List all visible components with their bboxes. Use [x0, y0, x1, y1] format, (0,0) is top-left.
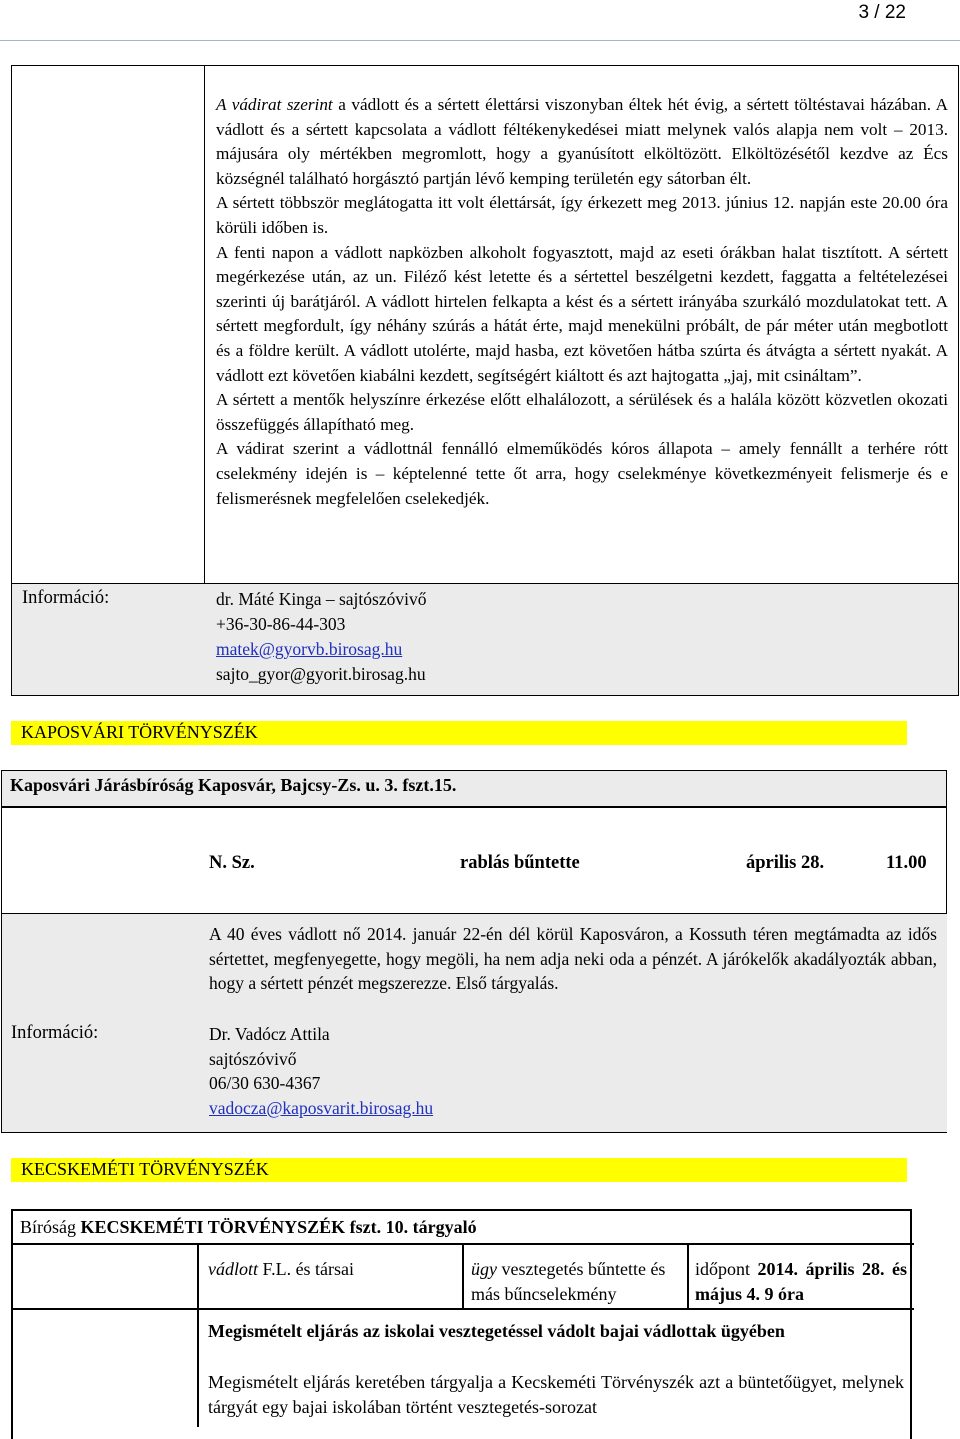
kaposvar-contact-name: Dr. Vadócz Attila [209, 1024, 330, 1044]
kaposvar-date: április 28. [746, 853, 825, 873]
page-number: 3 / 22 [858, 2, 906, 23]
kecskemet-case-title: Megismételt eljárás az iskolai vesztegetéssel vádolt bajai vádlottak ügyében [208, 1321, 785, 1341]
gyor-paragraph: A fenti napon a vádlott napközben alkoholt fogyasztott, majd az eseti órákban halat tisztított. A sértett megérkezése után, az un. Filéző kést letette és a sértettel beszélgetni kezdett, faggatta a feltételezései szerinti új barátjáról. A vádlott hirtelen felkapta a kést és a sértett irányába szurkáló mozdulatokat tett. A sértett megfordult, így néhány szúrás a hátát érte, majd menekülni próbált, de pár méter után megbotlott és a földre került. A vádlott utolérte, majd hasba, ezt követően hátba szúrta és átvágta a sértett nyakát. A vádlott ezt követően kiabálni kezdett, segítségért kiáltott és azt hajtogatta „jaj, mit csináltam”. [216, 242, 948, 385]
kaposvar-heading: KAPOSVÁRI TÖRVÉNYSZÉK [11, 721, 907, 745]
kecskemet-case-label: ügy [471, 1259, 497, 1279]
kecskemet-venue-name: KECSKEMÉTI TÖRVÉNYSZÉK fszt. 10. tárgyaló [80, 1217, 477, 1237]
kecskemet-case [471, 1257, 683, 1307]
gyor-paragraph: A sértett többször meglátogatta itt volt élettársát, így érkezett meg 2013. június 12. napján este 20.00 óra körüli időben is. [216, 193, 948, 237]
kecskemet-date-label: időpont [695, 1259, 751, 1279]
kaposvar-description: A 40 éves vádlott nő 2014. január 22-én dél körül Kaposváron, a Kossuth téren megtámadta az idős sértettet, megfenyegette, hogy megöli, ha nem adja neki oda a pénzét. A járókelők akadályozták abban, hogy a sértett pénzét megszerezze. Első tárgyalás. [209, 924, 937, 993]
kecskemet-description: Megismételt eljárás keretében tárgyalja a Kecskeméti Törvényszék azt a büntetőügyet, melynek tárgyát egy bajai iskolában történt vesztegetés-sorozat [208, 1372, 904, 1417]
kecskemet-defendant [208, 1257, 456, 1282]
kaposvar-contact-role: sajtószóvivő [209, 1048, 297, 1069]
kecskemet-col-divider-2 [462, 1243, 464, 1308]
kaposvar-crime: rablás bűntette [460, 853, 580, 873]
kecskemet-date-value: 2014. április 28. és május 4. 9 óra [695, 1259, 907, 1304]
kaposvar-contact-phone: 06/30 630-4367 [209, 1073, 321, 1094]
gyor-case-description [216, 93, 948, 511]
gyor-paragraph: A sértett a mentők helyszínre érkezése előtt elhalálozott, a sérülések és a halála között közvetlen okozati összefüggés állapítható meg. [216, 390, 948, 434]
kecskemet-venue [20, 1217, 477, 1238]
kaposvar-case-no: N. Sz. [209, 853, 255, 873]
kecskemet-col-divider [197, 1243, 199, 1427]
kecskemet-col-divider-3 [687, 1243, 689, 1308]
gyor-paragraph: A vádirat szerint a vádlottnál fennálló elmeműködés kóros állapota – amely fennállt a terhére rótt cselekmény idején is – képtelenné tette őt arra, hogy cselekménye következményeit felismerje és e felismerésnek megfelelően cselekedjék. [216, 439, 948, 508]
kecskemet-case-value: vesztegetés bűntette és más bűncselekmény [471, 1259, 666, 1304]
kaposvar-contact-email-link[interactable]: vadocza@kaposvarit.birosag.hu [209, 1097, 434, 1118]
gyor-paragraph [216, 93, 948, 191]
gyor-contact-phone: +36-30-86-44-303 [216, 614, 346, 634]
gyor-lead-italic: A vádirat szerint [216, 95, 333, 114]
kecskemet-heading: KECSKEMÉTI TÖRVÉNYSZÉK [11, 1158, 907, 1182]
kaposvar-info-label: Információ: [11, 1023, 99, 1043]
header-divider [0, 40, 960, 41]
gyor-info-label: Információ: [22, 588, 110, 608]
gyor-contact-email-link[interactable]: matek@gyorvb.birosag.hu [216, 639, 403, 659]
gyor-paragraph-text: a vádlott és a sértett élettársi viszonyban éltek hét évig, a sértett töltéstavai házában. A vádlott és a sértett kapcsolata a vádlott féltékenykedései miatt melynek valós alapja nem volt – 2013. májusára oly mértékben megromlott, hogy a gyanúsított elköltözött. Elköltözésétől kezdve az Écs községnél található horgásztó partján lévő kemping területén egy sátorban élt. [216, 95, 948, 188]
kaposvar-time: 11.00 [886, 853, 927, 873]
gyor-contact-name: dr. Máté Kinga – sajtószóvivő [216, 589, 427, 609]
gyor-contact-email-2: sajto_gyor@gyorit.birosag.hu [216, 664, 426, 684]
kecskemet-defendant-value: F.L. és társai [262, 1259, 355, 1279]
gyor-contact-block [216, 587, 916, 687]
kaposvar-contact-block [209, 1022, 909, 1120]
kecskemet-defendant-label: vádlott [208, 1259, 258, 1279]
kecskemet-row-divider [11, 1308, 914, 1310]
kecskemet-date [695, 1257, 907, 1307]
kaposvar-venue: Kaposvári Járásbíróság Kaposvár, Bajcsy-Zs. u. 3. fszt.15. [10, 775, 457, 795]
kecskemet-venue-prefix: Bíróság [20, 1217, 76, 1237]
